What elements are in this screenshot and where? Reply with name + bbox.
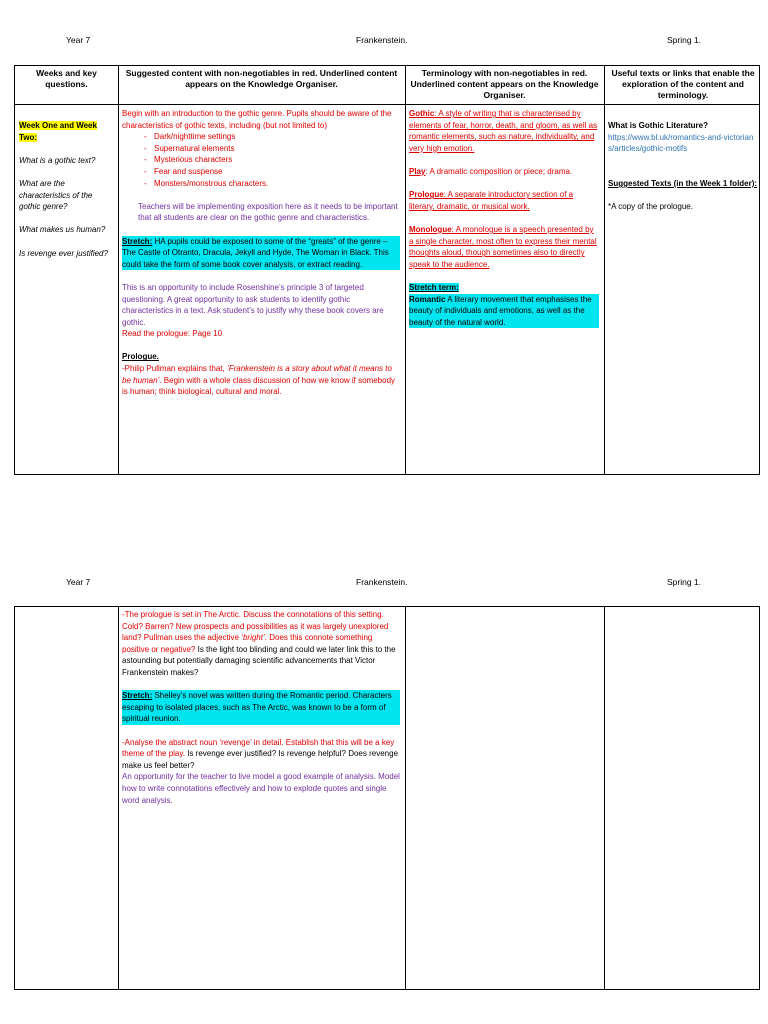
stretch-label: Stretch: bbox=[122, 691, 153, 701]
monologue-def: : A monologue is a speech presented by a single character, most often to express their mental thoughts aloud, though sometimes also to directly speak to the audience. bbox=[409, 224, 597, 269]
stretch-text: HA pupils could be exposed to some of the “greats” of the genre – The Castle of Otranto, Dracula, Jekyll and Hyde, The Woman in Black. This could take the form of some book cover analysis, or extract reading. bbox=[122, 236, 389, 269]
prologue-heading: Prologue. bbox=[122, 352, 159, 362]
lesson-plan-table-continued bbox=[14, 606, 760, 990]
gothic-intro: Begin with an introduction to the gothic genre. Pupils should be aware of the characteristics of gothic texts, including (but not limited to) bbox=[122, 109, 392, 130]
header-texts: Useful texts or links that enable the exploration of the content and terminology. bbox=[611, 68, 755, 100]
exposition-note: Teachers will be implementing exposition here as it needs to be important that all students are clear on the gothic genre and characteristics. bbox=[138, 201, 398, 223]
pullman-rest: . Begin with a whole class discussion of how we know if somebody is human; think biological, cultural and moral. bbox=[122, 375, 396, 397]
key-question: What is a gothic text? bbox=[19, 155, 96, 165]
texts-cell bbox=[608, 120, 758, 213]
prologue-definition bbox=[409, 189, 599, 212]
header-weeks: Weeks and key questions. bbox=[36, 68, 97, 89]
key-question: Is revenge ever justified? bbox=[19, 248, 108, 258]
pullman-quote: ‘Frankenstein is a story about what it means to be human’ bbox=[122, 364, 392, 385]
list-item: - Supernatural elements bbox=[154, 143, 400, 155]
header-term: Spring 1. bbox=[667, 577, 702, 587]
column-divider bbox=[604, 607, 605, 989]
week-label: Week One and Week Two: bbox=[19, 121, 97, 142]
stretch-text: Shelley’s novel was written during the Romantic period. Characters escaping to isolated places, such as The Arctic, was known to be a form of spiritual reunion. bbox=[122, 691, 392, 724]
arctic-extension: Is the light too blinding and could we later link this to the astounding but potentially damaging scientific advancements that Victor Frankenstein makes? bbox=[122, 644, 396, 677]
header-year: Year 7 bbox=[66, 577, 91, 587]
arctic-question: . Does this connote something positive or negative? bbox=[122, 633, 373, 654]
arctic-text: -The prologue is set in The Arctic. Discuss the connotations of this setting. Cold? Barren? New prospects and possibilities as it was largely unexplored land? Pullman uses the adjective bbox=[122, 610, 389, 643]
header-content: Suggested content with non-negotiables in red. Underlined content appears on the Knowledge Organiser. bbox=[125, 68, 398, 89]
read-prologue: Read the prologue: Page 10 bbox=[122, 329, 223, 339]
monologue-term: Monologue bbox=[409, 224, 452, 234]
arctic-paragraph bbox=[122, 609, 400, 679]
header-terminology: Terminology with non-negotiables in red. Underlined content appears on the Knowledge Organiser. bbox=[410, 68, 599, 100]
romantic-definition bbox=[409, 294, 599, 329]
bright-quote: ‘bright’ bbox=[241, 633, 265, 643]
column-divider bbox=[604, 66, 605, 474]
romantic-def: A literary movement that emphasises the beauty of individuals and emotions, as well as the beauty of the natural world. bbox=[409, 294, 592, 327]
list-item: - Mysterious characters bbox=[154, 154, 400, 166]
header-year: Year 7 bbox=[66, 35, 91, 45]
revenge-questions: Is revenge ever justified? Is revenge helpful? Does revenge make us feel better? bbox=[122, 749, 399, 770]
revenge-text: -Analyse the abstract noun ‘revenge’ in detail. Establish that this will be a key theme of the play. bbox=[122, 737, 395, 759]
key-question: What are the characteristics of the gothic genre? bbox=[19, 178, 93, 212]
header-title: Frankenstein. bbox=[356, 577, 408, 587]
stretch-paragraph bbox=[122, 236, 400, 271]
stretch-term-label: Stretch term: bbox=[409, 282, 459, 292]
content-cell-continued bbox=[122, 609, 400, 806]
prologue-copy: *A copy of the prologue. bbox=[608, 202, 693, 212]
list-item: - Monsters/monstrous characters. bbox=[154, 178, 400, 190]
play-definition bbox=[409, 166, 599, 178]
live-model-note: An opportunity for the teacher to live model a good example of analysis. Model how to write connotations effectively and how to explode quotes and single word analysis. bbox=[122, 772, 400, 805]
play-def: : A dramatic composition or piece; drama. bbox=[425, 166, 573, 176]
gothic-def: : A style of writing that is characterised by elements of fear, horror, death, and gloom, as well as romantic elements, such as nature, individuality, and very high emotion. bbox=[409, 109, 598, 153]
gothic-definition bbox=[409, 108, 599, 154]
pullman-intro: -Philip Pullman explains that, bbox=[122, 364, 227, 374]
terminology-cell bbox=[409, 108, 599, 328]
characteristics-list bbox=[122, 131, 400, 189]
gothic-term: Gothic bbox=[409, 109, 435, 118]
list-item: - Dark/nighttime settings bbox=[154, 131, 400, 143]
monologue-definition bbox=[409, 224, 599, 270]
list-item: - Fear and suspense bbox=[154, 166, 400, 178]
column-divider bbox=[405, 607, 406, 989]
stretch-label: Stretch: bbox=[122, 236, 153, 246]
column-divider bbox=[118, 66, 119, 474]
romantic-term: Romantic bbox=[409, 294, 446, 304]
header-title: Frankenstein. bbox=[356, 35, 408, 45]
rosenshine-note: This is an opportunity to include Rosenshine’s principle 3 of targeted questioning. A great opportunity to ask students to identify gothic characteristics in a text. Ask student’s to justify why these book covers are gothic. bbox=[122, 282, 384, 327]
column-divider bbox=[405, 66, 406, 474]
weeks-cell bbox=[19, 120, 115, 259]
pullman-paragraph bbox=[122, 363, 400, 398]
header-term: Spring 1. bbox=[667, 35, 702, 45]
prologue-term: Prologue bbox=[409, 190, 444, 200]
lesson-plan-table bbox=[14, 65, 760, 475]
prologue-def: : A separate introductory section of a literary, dramatic, or musical work. bbox=[409, 190, 574, 211]
stretch-paragraph bbox=[122, 690, 400, 725]
revenge-paragraph bbox=[122, 737, 400, 772]
content-cell bbox=[122, 108, 400, 398]
column-divider bbox=[118, 607, 119, 989]
suggested-texts-label: Suggested Texts (in the Week 1 folder): bbox=[608, 178, 758, 188]
key-question: What makes us human? bbox=[19, 225, 106, 235]
gothic-motifs-link[interactable]: https://www.bl.uk/romantics-and-victorians/articles/gothic-motifs bbox=[608, 132, 754, 154]
gothic-literature-label: What is Gothic Literature? bbox=[608, 121, 709, 130]
play-term: Play bbox=[409, 166, 426, 176]
